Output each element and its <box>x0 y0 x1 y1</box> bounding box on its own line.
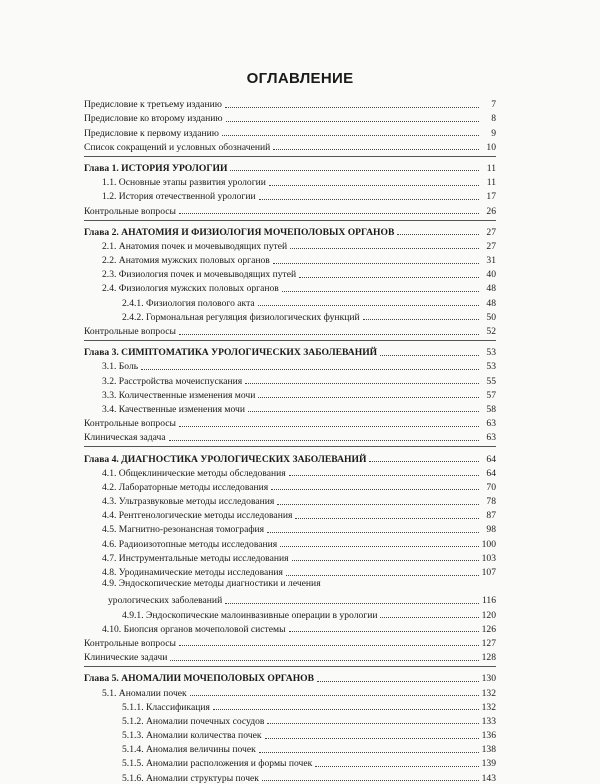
entry-title: 2.4.2. Гормональная регуляция физиологических функций <box>122 311 360 323</box>
dot-leader <box>179 426 479 427</box>
entry-title: 3.3. Количественные изменения мочи <box>102 389 256 401</box>
dot-leader <box>273 149 479 150</box>
toc-entry[interactable] <box>84 401 496 415</box>
entry-page: 98 <box>486 524 496 536</box>
toc-entry[interactable] <box>84 280 496 294</box>
entry-title: 4.5. Магнитно-резонансная томография <box>102 524 265 536</box>
entry-page: 143 <box>481 772 496 784</box>
entry-page: 136 <box>481 730 496 742</box>
entry-title: 4.1. Общеклинические методы обследования <box>102 467 286 479</box>
dot-leader <box>262 780 479 781</box>
toc-entry[interactable] <box>84 266 496 280</box>
toc-entry[interactable] <box>84 564 496 578</box>
entry-page: 132 <box>481 701 496 713</box>
entry-title: 4.3. Ультразвуковые методы исследования <box>102 496 275 508</box>
toc-entry[interactable] <box>84 684 496 698</box>
entry-page: 27 <box>486 226 496 238</box>
entry-page: 116 <box>481 595 496 607</box>
chapter-divider <box>84 220 496 221</box>
entry-title: Список сокращений и условных обозначений <box>84 141 271 153</box>
entry-title: 5.1. Аномалии почек <box>102 687 187 699</box>
entry-title: 4.9.1. Эндоскопические малоинвазивные операции в урологии <box>122 609 378 621</box>
dot-leader <box>299 277 479 278</box>
entry-title: 4.9. Эндоскопические методы диагностики и лечения <box>102 578 321 589</box>
entry-page: 128 <box>481 652 496 664</box>
entry-title: Контрольные вопросы <box>84 205 176 217</box>
entry-title: Предисловие к первому изданию <box>84 127 219 139</box>
dot-leader <box>315 766 478 767</box>
dot-leader <box>290 248 479 249</box>
entry-page: 27 <box>486 240 496 252</box>
dot-leader <box>179 645 479 646</box>
dot-leader <box>179 213 479 214</box>
toc-entry[interactable] <box>84 188 496 202</box>
dot-leader <box>169 440 479 441</box>
entry-page: 40 <box>486 269 496 281</box>
toc-entry[interactable] <box>84 479 496 493</box>
entry-page: 53 <box>486 347 496 359</box>
entry-page: 58 <box>486 403 496 415</box>
toc-entry[interactable] <box>84 174 496 188</box>
chapter-title: Глава 3. СИМПТОМАТИКА УРОЛОГИЧЕСКИХ ЗАБОЛЕВАНИЙ <box>84 347 378 359</box>
toc-entry[interactable] <box>84 621 496 635</box>
toc-entry[interactable] <box>84 521 496 535</box>
toc-entry[interactable] <box>84 415 496 429</box>
entry-page: 63 <box>486 432 496 444</box>
toc-chapter[interactable] <box>84 160 496 174</box>
entry-page: 63 <box>486 418 496 430</box>
entry-title: Предисловие ко второму изданию <box>84 113 223 125</box>
entry-title: 2.2. Анатомия мужских половых органов <box>102 255 270 267</box>
entry-page: 126 <box>481 623 496 635</box>
toc-entry[interactable] <box>84 358 496 372</box>
entry-title: 1.2. История отечественной урологии <box>102 191 256 203</box>
dot-leader <box>289 631 479 632</box>
dot-leader <box>190 695 479 696</box>
entry-page: 48 <box>486 283 496 295</box>
toc-entry[interactable] <box>84 578 496 592</box>
entry-title: 5.1.3. Аномалии количества почек <box>122 730 262 742</box>
dot-leader <box>292 560 479 561</box>
dot-leader <box>230 170 479 171</box>
entry-title: 2.1. Анатомия почек и мочевыводящих путей <box>102 240 288 252</box>
entry-title: Предисловие к третьему изданию <box>84 99 222 111</box>
toc-entry[interactable] <box>84 465 496 479</box>
dot-leader <box>225 603 479 604</box>
entry-title: 5.1.6. Аномалии структуры почек <box>122 772 259 784</box>
dot-leader <box>267 532 479 533</box>
toc-entry[interactable] <box>84 124 496 138</box>
entry-title: 3.1. Боль <box>102 361 139 373</box>
dot-leader <box>265 738 479 739</box>
dot-leader <box>280 546 478 547</box>
entry-title: 2.3. Физиология почек и мочевыводящих путей <box>102 269 297 281</box>
entry-page: 11 <box>486 177 496 189</box>
toc-entry[interactable] <box>84 755 496 769</box>
toc-entry[interactable] <box>84 96 496 110</box>
chapter-title: Глава 2. АНАТОМИЯ И ФИЗИОЛОГИЯ МОЧЕПОЛОВЫХ ОРГАНОВ <box>84 226 395 238</box>
entry-page: 120 <box>481 609 496 621</box>
toc-entry[interactable] <box>84 429 496 443</box>
entry-title: Контрольные вопросы <box>84 326 176 337</box>
entry-page: 132 <box>481 687 496 699</box>
entry-title: 4.10. Биопсия органов мочеполовой системы <box>102 623 286 635</box>
entry-title: Контрольные вопросы <box>84 418 176 430</box>
entry-page: 130 <box>481 673 496 685</box>
entry-title: 5.1.1. Классификация <box>122 701 210 713</box>
entry-title: 4.4. Рентгенологические методы исследования <box>102 510 293 522</box>
toc-entry[interactable] <box>84 309 496 323</box>
chapter-divider <box>84 156 496 157</box>
toc-chapter[interactable] <box>84 224 496 238</box>
toc-entry[interactable] <box>84 238 496 252</box>
toc-entry[interactable] <box>84 372 496 386</box>
dot-leader <box>179 334 479 335</box>
entry-title: Клинические задачи <box>84 652 168 664</box>
entry-page: 57 <box>486 389 496 401</box>
dot-leader <box>317 681 479 682</box>
chapter-divider <box>84 446 496 447</box>
toc-entry[interactable] <box>84 606 496 620</box>
dot-leader <box>213 709 479 710</box>
dot-leader <box>248 411 479 412</box>
entry-title: 4.6. Радиоизотопные методы исследования <box>102 538 278 550</box>
entry-page: 8 <box>491 113 496 125</box>
entry-page: 100 <box>481 538 496 550</box>
dot-leader <box>380 355 479 356</box>
entry-title: урологических заболеваний <box>108 595 223 607</box>
toc-entry[interactable] <box>84 535 496 549</box>
dot-leader <box>369 461 479 462</box>
toc-entry[interactable] <box>84 139 496 153</box>
entry-title: 4.8. Уродинамические методы исследования <box>102 567 283 578</box>
entry-title: 5.1.2. Аномалии почечных сосудов <box>122 715 265 727</box>
entry-page: 139 <box>481 758 496 770</box>
dot-leader <box>397 234 479 235</box>
entry-title: 4.7. Инструментальные методы исследования <box>102 552 289 564</box>
entry-page: 133 <box>481 715 496 727</box>
entry-page: 127 <box>481 637 496 649</box>
entry-page: 53 <box>486 361 496 373</box>
entry-title: 1.1. Основные этапы развития урологии <box>102 177 266 189</box>
dot-leader <box>380 617 478 618</box>
toc-entry[interactable] <box>84 294 496 308</box>
dot-leader <box>258 305 479 306</box>
dot-leader <box>259 752 479 753</box>
dot-leader <box>226 121 479 122</box>
dot-leader <box>289 475 479 476</box>
dot-leader <box>282 291 479 292</box>
entry-page: 31 <box>486 255 496 267</box>
dot-leader <box>222 135 479 136</box>
entry-page: 87 <box>486 510 496 522</box>
toc-entry[interactable] <box>84 387 496 401</box>
toc-chapter[interactable] <box>84 670 496 684</box>
entry-title: Контрольные вопросы <box>84 637 176 649</box>
entry-page: 52 <box>486 326 496 337</box>
page-title: ОГЛАВЛЕНИЕ <box>246 70 354 87</box>
entry-page: 17 <box>486 191 496 203</box>
dot-leader <box>267 723 478 724</box>
entry-title: 4.2. Лабораторные методы исследования <box>102 481 269 493</box>
toc-entry[interactable] <box>84 507 496 521</box>
toc-chapter[interactable] <box>84 344 496 358</box>
entry-page: 78 <box>486 496 496 508</box>
dot-leader <box>170 660 478 661</box>
entry-title: 2.4. Физиология мужских половых органов <box>102 283 279 295</box>
dot-leader <box>269 185 479 186</box>
dot-leader <box>363 319 479 320</box>
dot-leader <box>141 369 479 370</box>
entry-title: 3.2. Расстройства мочеиспускания <box>102 375 243 387</box>
entry-page: 9 <box>491 127 496 139</box>
toc-entry[interactable] <box>84 769 496 783</box>
toc-entry[interactable] <box>84 727 496 741</box>
entry-page: 55 <box>486 375 496 387</box>
toc-entry-continuation[interactable] <box>84 592 496 606</box>
entry-title: Клиническая задача <box>84 432 166 444</box>
entry-page: 138 <box>481 744 496 756</box>
dot-leader <box>245 383 479 384</box>
entry-page: 70 <box>486 481 496 493</box>
toc-chapter[interactable] <box>84 450 496 464</box>
chapter-title: Глава 1. ИСТОРИЯ УРОЛОГИИ <box>84 162 228 174</box>
entry-page: 64 <box>486 453 496 465</box>
chapter-title: Глава 5. АНОМАЛИИ МОЧЕПОЛОВЫХ ОРГАНОВ <box>84 673 315 685</box>
entry-title: 5.1.4. Аномалия величины почек <box>122 744 256 756</box>
toc-entry[interactable] <box>84 635 496 649</box>
toc-entry[interactable] <box>84 110 496 124</box>
dot-leader <box>273 263 479 264</box>
table-of-contents <box>84 96 496 784</box>
toc-entry[interactable] <box>84 741 496 755</box>
dot-leader <box>271 489 479 490</box>
chapter-title: Глава 4. ДИАГНОСТИКА УРОЛОГИЧЕСКИХ ЗАБОЛЕВАНИЙ <box>84 453 367 465</box>
entry-title: 5.1.5. Аномалии расположения и формы почек <box>122 758 313 770</box>
entry-title: 2.4.1. Физиология полового акта <box>122 297 255 309</box>
entry-page: 107 <box>481 567 496 578</box>
entry-page: 7 <box>491 99 496 111</box>
toc-entry[interactable] <box>84 493 496 507</box>
chapter-divider <box>84 666 496 667</box>
entry-page: 103 <box>481 552 496 564</box>
toc-entry[interactable] <box>84 713 496 727</box>
toc-entry[interactable] <box>84 550 496 564</box>
entry-page: 26 <box>486 205 496 217</box>
chapter-divider <box>84 340 496 341</box>
dot-leader <box>258 397 479 398</box>
entry-page: 48 <box>486 297 496 309</box>
dot-leader <box>277 504 479 505</box>
toc-entry[interactable] <box>84 323 496 337</box>
toc-entry[interactable] <box>84 202 496 216</box>
dot-leader <box>225 107 479 108</box>
toc-entry[interactable] <box>84 649 496 663</box>
entry-page: 64 <box>486 467 496 479</box>
entry-page: 10 <box>486 141 496 153</box>
dot-leader <box>259 199 479 200</box>
dot-leader <box>286 575 479 576</box>
dot-leader <box>295 518 479 519</box>
entry-title: 3.4. Качественные изменения мочи <box>102 403 245 415</box>
entry-page: 11 <box>486 162 496 174</box>
toc-entry[interactable] <box>84 252 496 266</box>
entry-page: 50 <box>486 311 496 323</box>
toc-entry[interactable] <box>84 699 496 713</box>
